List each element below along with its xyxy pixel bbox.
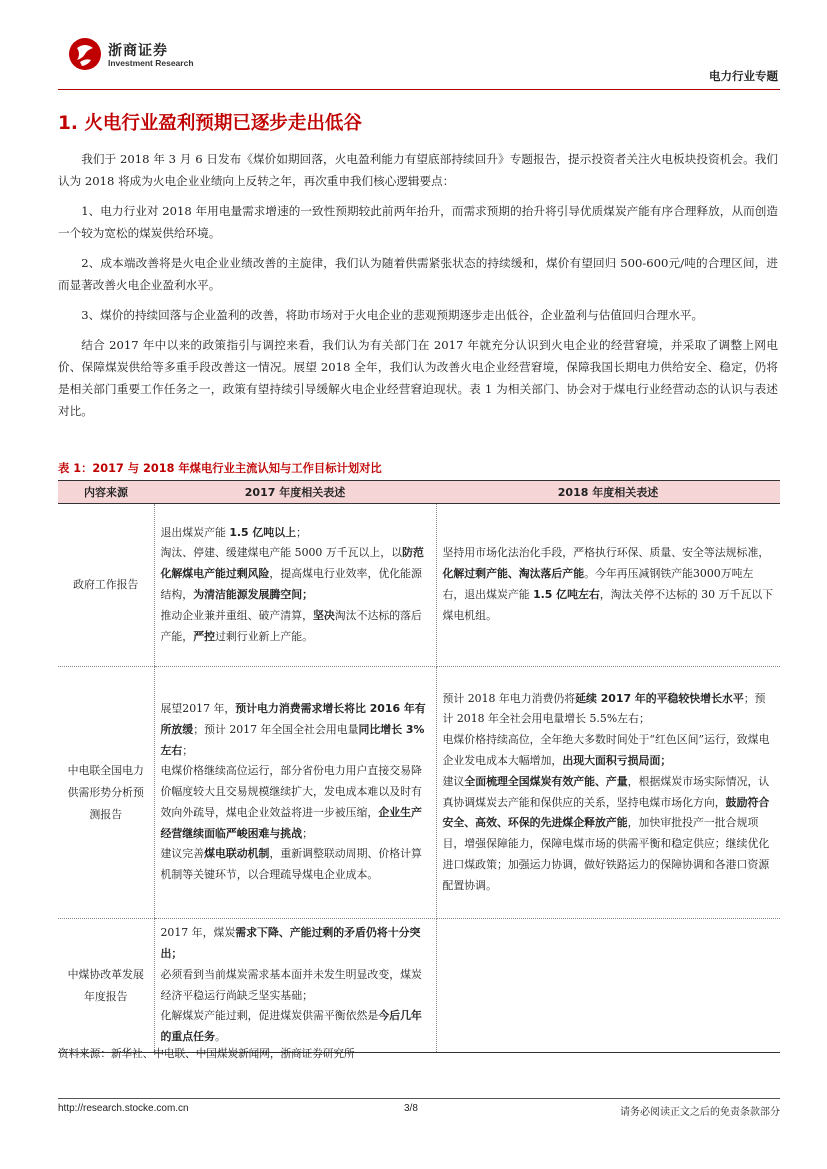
paragraph-point-3: 3、煤价的持续回落与企业盈利的改善，将助市场对于火电企业的悲观预期逐步走出低谷，企业盈利与估值回归合理水平。 [81,308,704,322]
emphasis-text: 全面梳理全国煤炭有效产能、产量 [464,774,628,788]
row-2018-text [436,667,780,919]
cell-text: 电煤价格持续高位，全年绝大多数时间处于“红色区间”运行，致煤电企业发电成本大幅增加， [442,733,770,767]
table-row [58,667,780,919]
cell-text: 。今年再压减钢铁产能3000万吨左右，退出煤炭产能 [442,567,754,601]
cell-text: ；预计 2017 年全国全社会用电量 [193,722,359,736]
cell-text: 过剩行业新上产能。 [214,629,314,643]
emphasis-text: 1.5 亿吨以上 [229,525,296,539]
report-category: 电力行业专题 [709,69,778,83]
row-2018-text [436,504,780,667]
emphasis-text: 严控 [193,629,215,643]
row-source: 政府工作报告 [58,504,154,667]
cell-text: 建议 [442,774,465,788]
cell-text: ，淘汰关停不达标的 30 万千瓦以下煤电机组。 [442,588,774,622]
cell-text: 必须看到当前煤炭需求基本面并未发生明显改变，煤炭经济平稳运行尚缺乏坚实基础； [160,967,422,1002]
cell-text: 。 [214,1030,226,1044]
emphasis-text: 延续 2017 年的平稳较快增长水平 [575,691,744,705]
page-header [58,34,780,92]
emphasis-text: 煤电联动机制 [204,847,270,861]
paragraph-point-2: 2、成本端改善将是火电企业业绩改善的主旋律，我们认为随着供需紧张状态的持续缓和，煤价有望回归 500-600元/吨的合理区间，进而显著改善火电企业盈利水平。 [58,256,778,292]
section-title: 1. 火电行业盈利预期已逐步走出低谷 [58,113,362,134]
emphasis-text: 同比增长 3%左右 [160,722,425,757]
emphasis-text: 出现大面积亏损局面 [562,753,661,767]
cell-text: ，加快审批投产一批合规项目，增强保障能力，保障电煤市场的供需平衡和稳定供应；继续优化进口煤政策；加强运力协调，做好铁路运力的保障协调和各港口资源配置协调。 [442,816,770,892]
row-2018-text [436,919,780,1053]
paragraph-intro: 我们于 2018 年 3 月 6 日发布《煤价如期回落，火电盈利能力有望底部持续回升》专题报告，提示投资者关注火电板块投资机会。我们认为 2018 将成为火电企业业绩向上反转之年，再次重申我们核心逻辑要点： [58,152,778,188]
table-row [58,919,780,1053]
cell-text: 坚持用市场化法治化手段，严格执行环保、质量、安全等法规标准， [442,546,770,560]
row-2017-text [154,667,436,919]
company-name: 浙商证券 [108,43,168,59]
emphasis-text: 防范化解煤电产能过剩风险 [160,546,424,581]
paragraph-policy: 结合 2017 年中以来的政策指引与调控来看，我们认为有关部门在 2017 年就充分认识到火电企业的经营窘境，并采取了调整上网电价、保障煤炭供给等多重手段改善这一情况。展望 2018 全年，我们认为改善火电企业经营窘境，保障我国长期电力供给安全、稳定，仍将是相关部门重要工作任务之一，政策有望持续引导缓解火电企业经营窘迫现状。表 1 为相关部门、协会对于煤电行业经营动态的认识与表述对比。 [58,338,778,418]
cell-text: ； [295,525,307,539]
row-source: 中电联全国电力供需形势分析预测报告 [58,667,154,919]
source-note: 资料来源：新华社、中电联、中国煤炭新闻网，浙商证券研究所 [58,1048,355,1060]
cell-text: 展望2017 年， [160,701,236,715]
cell-text: 化解煤炭产能过剩，促进煤炭供需平衡依然是 [160,1009,379,1023]
cell-text: 电煤价格继续高位运行，部分省份电力用户直接交易降价幅度较大且交易规模继续扩大，发电成本难以及时有效向外疏导，煤电企业效益将进一步被压缩， [160,764,422,819]
row-2017-text [154,504,436,667]
cell-text: 建议完善 [160,847,205,861]
emphasis-text: 预计电力消费需求增长将比 2016 年有所放缓 [160,701,426,736]
page-number: 3/8 [404,1103,418,1114]
emphasis-text: ； [660,753,672,767]
header-2018: 2018 年度相关表述 [436,481,780,504]
emphasis-text: ； [171,946,183,960]
cell-text: ； [182,743,194,757]
cell-text: ，根据煤炭市场实际情况，认真协调煤炭去产能和保供应的关系，坚持电煤市场化方向， [442,774,770,809]
header-divider [58,89,780,90]
table-caption: 表 1：2017 与 2018 年煤电行业主流认知与工作目标计划对比 [58,462,382,475]
cell-text: 淘汰不达标的落后产能， [160,608,422,643]
cell-text: ，重新调整联动周期、价格计算机制等关键环节，以合理疏导煤电企业成本。 [160,847,422,882]
company-logo-icon [68,36,102,72]
emphasis-text: 坚决 [312,608,335,622]
emphasis-text: ； [302,588,314,601]
emphasis-text: 今后几年的重点任务 [160,1009,422,1044]
cell-text: ；预计 2018 年全社会用电量增长 5.5%左右； [442,691,766,726]
emphasis-text: 需求下降、产能过剩的矛盾仍将十分突出 [160,926,421,960]
body-paragraphs [58,148,778,430]
cell-text: 淘汰、停建、缓建煤电产能 5000 万千瓦以上，以 [160,546,403,560]
table-header-row [58,481,780,504]
cell-text: ； [302,826,313,840]
cell-text: 2017 年，煤炭 [160,926,236,940]
emphasis-text: 鼓励符合安全、高效、环保的先进煤企释放产能 [442,795,770,830]
row-2017-text [154,919,436,1053]
company-name-en: Investment Research [108,58,194,68]
header-source: 内容来源 [58,481,154,504]
cell-text: 退出煤炭产能 [160,525,230,539]
comparison-table [58,480,780,1053]
header-2017: 2017 年度相关表述 [154,481,436,504]
cell-text: 预计 2018 年电力消费仍将 [442,691,576,705]
cell-text: ，提高煤电行业效率，优化能源结构， [160,567,422,601]
footer-disclaimer: 请务必阅读正文之后的免责条款部分 [620,1107,780,1118]
emphasis-text: 1.5 亿吨左右 [533,588,600,601]
cell-text: 推动企业兼并重组、破产清算， [160,608,313,622]
emphasis-text: 为清洁能源发展腾空间 [193,588,303,601]
table-row [58,504,780,667]
row-source: 中煤协改革发展年度报告 [58,919,154,1053]
footer-divider [58,1098,780,1099]
footer-url[interactable]: http://research.stocke.com.cn [58,1103,189,1114]
emphasis-text: 企业生产经营继续面临严峻困难与挑战 [160,805,422,840]
emphasis-text: 化解过剩产能、淘汰落后产能 [442,567,585,581]
paragraph-point-1: 1、电力行业对 2018 年用电量需求增速的一致性预期较此前两年抬升，而需求预期的抬升将引导优质煤炭产能有序合理释放，从而创造一个较为宽松的煤炭供给环境。 [58,204,778,240]
